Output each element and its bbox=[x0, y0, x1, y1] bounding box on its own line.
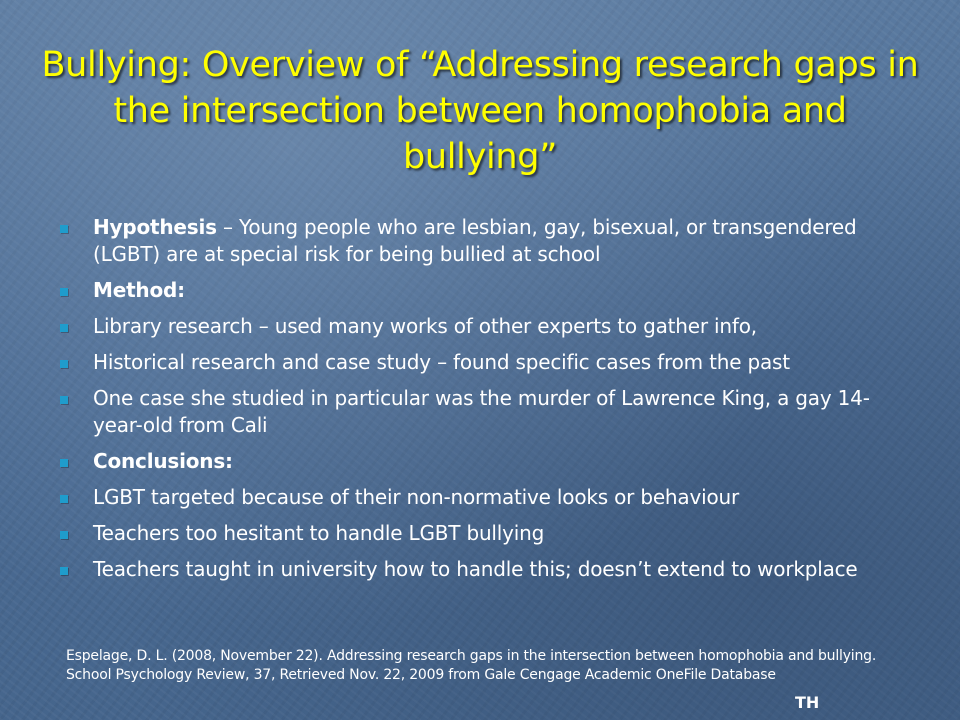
square-bullet-icon bbox=[60, 225, 68, 233]
square-bullet-icon bbox=[60, 288, 68, 296]
bullet-text: – Young people who are lesbian, gay, bisexual, or transgendered (LGBT) are at special risk for being bullied at school bbox=[93, 215, 857, 266]
bullet-item-hypothesis bbox=[58, 214, 908, 268]
bullet-text: Library research – used many works of other experts to gather info, bbox=[93, 314, 757, 338]
bullet-term: Hypothesis bbox=[93, 215, 217, 239]
bullet-term: Method: bbox=[93, 278, 185, 302]
bullet-item-lgbt-targeted bbox=[58, 484, 908, 511]
square-bullet-icon bbox=[60, 459, 68, 467]
bullet-item-case-study bbox=[58, 385, 908, 439]
bullet-item-method bbox=[58, 277, 908, 304]
square-bullet-icon bbox=[60, 360, 68, 368]
bullet-text: One case she studied in particular was the murder of Lawrence King, a gay 14-year-old from Cali bbox=[93, 386, 870, 437]
bullet-text: Teachers taught in university how to handle this; doesn’t extend to workplace bbox=[93, 557, 858, 581]
bullet-text: LGBT targeted because of their non-normative looks or behaviour bbox=[93, 485, 739, 509]
bullet-item-teachers-hesitant bbox=[58, 520, 908, 547]
citation bbox=[66, 647, 926, 685]
bullet-list bbox=[58, 214, 908, 592]
slide-title: Bullying: Overview of “Addressing research gaps in the intersection between homophobia and bullying” bbox=[41, 45, 919, 177]
citation-line: Espelage, D. L. (2008, November 22). Addressing research gaps in the intersection between homophobia and bullying. bbox=[66, 648, 877, 664]
square-bullet-icon bbox=[60, 396, 68, 404]
square-bullet-icon bbox=[60, 531, 68, 539]
bullet-item-library-research bbox=[58, 313, 908, 340]
bullet-text: Teachers too hesitant to handle LGBT bullying bbox=[93, 521, 545, 545]
square-bullet-icon bbox=[60, 495, 68, 503]
bullet-text: Historical research and case study – found specific cases from the past bbox=[93, 350, 790, 374]
square-bullet-icon bbox=[60, 567, 68, 575]
bullet-item-conclusions bbox=[58, 448, 908, 475]
square-bullet-icon bbox=[60, 324, 68, 332]
citation-line: School Psychology Review, 37, Retrieved Nov. 22, 2009 from Gale Cengage Academic OneFile Database bbox=[66, 667, 776, 683]
bullet-item-historical-research bbox=[58, 349, 908, 376]
author-initials: TH bbox=[795, 693, 820, 712]
bullet-term: Conclusions: bbox=[93, 449, 233, 473]
bullet-item-teachers-taught bbox=[58, 556, 908, 583]
